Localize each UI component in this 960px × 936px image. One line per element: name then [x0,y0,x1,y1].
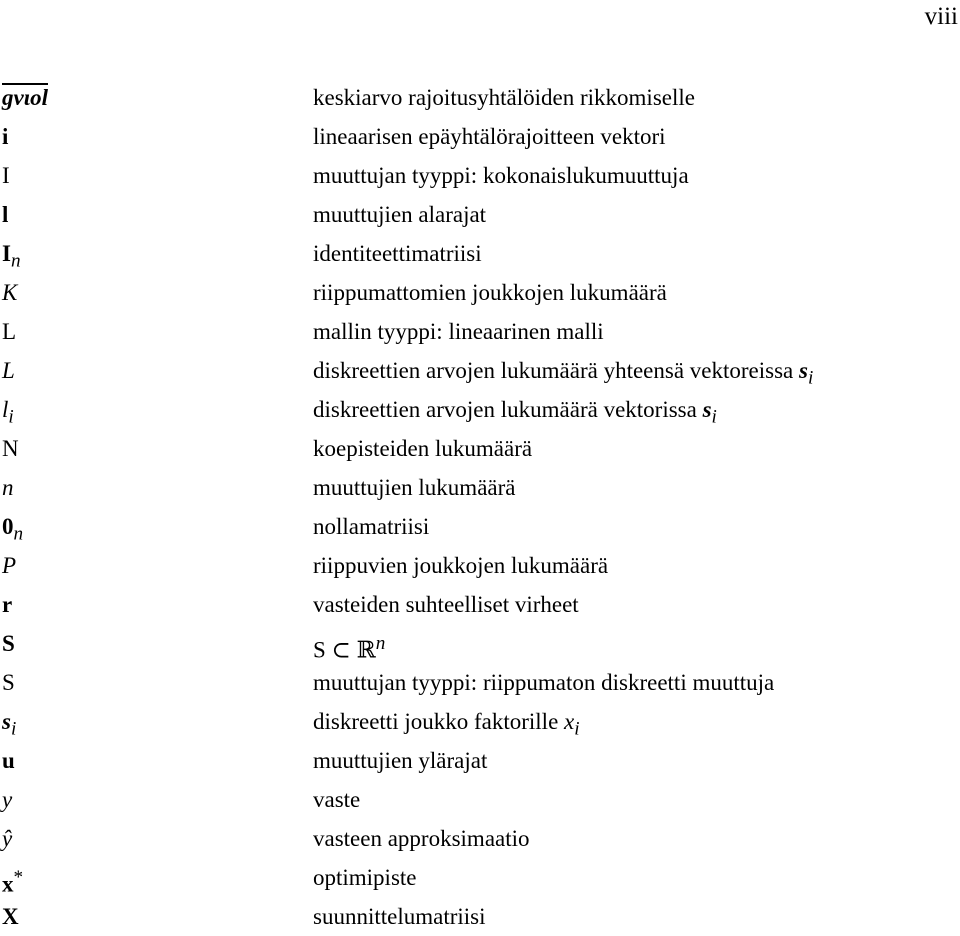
symbol-description: muuttujan tyyppi: riippumaton diskreetti muuttuja [313,670,775,695]
symbol: L [2,319,17,344]
symbol-row [0,429,960,468]
symbol-row [0,546,960,585]
symbol-description: nollamatriisi [313,514,430,539]
symbol-description: muuttujien alarajat [313,202,487,227]
description-math: s [702,397,712,422]
symbol: i [2,124,9,149]
symbol: y [2,787,13,812]
symbol: x* [2,867,24,897]
symbol-description: mallin tyyppi: lineaarinen malli [313,319,604,344]
symbol-row [0,702,960,741]
symbol: $I_n$ [2,241,21,272]
symbol-row [0,351,960,390]
description-superscript: n [375,633,386,654]
symbol: N [2,436,19,461]
symbol-row [0,156,960,195]
symbol-row [0,273,960,312]
symbol: K [2,280,18,305]
symbol-row [0,234,960,273]
symbol: $0_n$ [2,514,24,545]
symbol-row [0,390,960,429]
symbol-description: vasteen approksimaatio [313,826,530,851]
symbol-row [0,507,960,546]
symbol: I [2,163,10,188]
symbol-description: diskreettien arvojen lukumäärä yhteensä vektoreissa $s_i$ [313,358,814,389]
symbol-description: lineaarisen epäyhtälörajoitteen vektori [313,124,666,149]
symbol-description: S ⊂ ℝ$^n$ [313,633,386,663]
symbol-row [0,858,960,897]
description-math-subscript: i [807,367,814,389]
description-math: x [564,709,575,734]
symbol-row [0,780,960,819]
symbol: X [2,904,19,929]
symbol-description: diskreettien arvojen lukumäärä vektorissa $s_i$ [313,397,717,428]
symbol: n [2,475,14,500]
symbol: r [2,592,13,617]
symbol-description: muuttujien lukumäärä [313,475,516,500]
symbol: $l_i$ [2,397,14,428]
symbol: gνιοl [2,85,48,110]
symbol-subscript: i [10,718,17,740]
symbol-row [0,468,960,507]
symbol-list [0,78,960,936]
symbol: ŷ [2,826,13,851]
symbol-row [0,741,960,780]
symbol-description: optimipiste [313,865,417,890]
symbol-description: riippuvien joukkojen lukumäärä [313,553,609,578]
symbol-row [0,78,960,117]
symbol-description: keskiarvo rajoitusyhtälöiden rikkomiselle [313,85,695,110]
symbol: l [2,202,9,227]
description-math: s [799,358,808,383]
symbol-subscript: n [13,523,24,545]
symbol-description: diskreetti joukko faktorille $x_i$ [313,709,580,740]
symbol-description: muuttujien ylärajat [313,748,488,773]
symbol-row [0,819,960,858]
symbol-description: vasteiden suhteelliset virheet [313,592,579,617]
symbol-description: koepisteiden lukumäärä [313,436,533,461]
symbol-description: riippumattomien joukkojen lukumäärä [313,280,667,305]
symbol: $s_i$ [2,709,17,740]
symbol-subscript: i [8,406,14,428]
symbol: u [2,748,15,773]
symbol-description: suunnittelumatriisi [313,904,486,929]
symbol-row [0,117,960,156]
symbol-row [0,312,960,351]
symbol: L [2,358,15,383]
symbol-row [0,585,960,624]
symbol-description: identiteettimatriisi [313,241,482,266]
description-math-subscript: i [574,718,580,740]
symbol-row [0,663,960,702]
description-math-subscript: i [711,406,717,428]
symbol-row [0,195,960,234]
symbol: S [2,631,15,656]
symbol-subscript: n [10,250,21,272]
symbol-row [0,624,960,663]
page-number: viii [924,3,958,30]
symbol-superscript: * [13,867,24,888]
symbol-description: vaste [313,787,361,812]
symbol: P [2,553,17,578]
symbol-description: muuttujan tyyppi: kokonaislukumuuttuja [313,163,689,188]
symbol-row [0,897,960,936]
symbol: S [2,670,15,695]
